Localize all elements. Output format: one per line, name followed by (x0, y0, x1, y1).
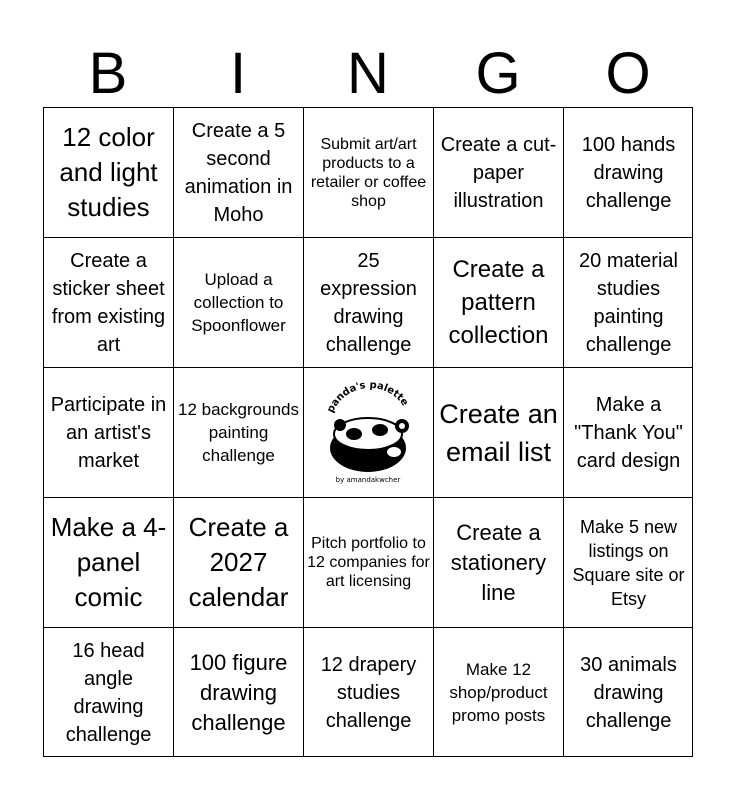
free-space-cell[interactable] (303, 367, 433, 497)
cell-text: 30 animals drawing challenge (580, 653, 677, 732)
bingo-cell[interactable] (43, 237, 173, 367)
bingo-cell[interactable] (173, 627, 303, 757)
bingo-cell[interactable] (303, 497, 433, 627)
header-letter-n: N (347, 41, 389, 106)
cell-text: Submit art/art products to a retailer or coffee shop (310, 135, 427, 210)
cell-text: Create a 5 second animation in Moho (184, 119, 293, 226)
bingo-cell[interactable] (303, 237, 433, 367)
logo-top-text: panda's palette (324, 379, 410, 415)
bingo-cell[interactable] (173, 497, 303, 627)
bingo-cell[interactable] (563, 107, 693, 237)
cell-text: 20 material studies painting challenge (579, 249, 678, 356)
bingo-cell[interactable] (303, 627, 433, 757)
cell-text: 16 head angle drawing challenge (65, 639, 152, 746)
bingo-cell[interactable] (563, 367, 693, 497)
bingo-grid (43, 107, 693, 757)
bingo-cell[interactable] (563, 497, 693, 627)
cell-text: Make 5 new listings on Square site or Etsy (572, 516, 685, 609)
bingo-header (43, 42, 693, 106)
cell-text: Make 12 shop/product promo posts (449, 660, 548, 725)
cell-text: Create a cut-paper illustration (440, 133, 557, 212)
bingo-cell[interactable] (43, 367, 173, 497)
cell-text: Upload a collection to Spoonflower (191, 270, 286, 335)
bingo-cell[interactable] (173, 367, 303, 497)
bingo-cell[interactable] (433, 107, 563, 237)
bingo-cell[interactable] (43, 107, 173, 237)
bingo-cell[interactable] (563, 627, 693, 757)
cell-text: Pitch portfolio to 12 companies for art licensing (307, 535, 430, 590)
cell-text: 100 hands drawing challenge (581, 133, 676, 212)
cell-text: Make a "Thank You" card design (574, 393, 683, 472)
cell-text: 25 expression drawing challenge (320, 249, 417, 356)
panda-palette-logo (314, 378, 424, 488)
bingo-cell[interactable] (303, 107, 433, 237)
cell-text: 12 backgrounds painting challenge (178, 400, 299, 465)
bingo-cell[interactable] (433, 497, 563, 627)
bingo-cell[interactable] (43, 627, 173, 757)
cell-text: 100 figure drawing challenge (189, 649, 288, 735)
bingo-cell[interactable] (433, 627, 563, 757)
cell-text: Participate in an artist's market (50, 393, 167, 472)
bingo-cell[interactable] (43, 497, 173, 627)
cell-text: Create a sticker sheet from existing art (51, 249, 166, 356)
bingo-cell[interactable] (563, 237, 693, 367)
header-letter-g: G (475, 41, 521, 106)
header-letter-i: I (229, 41, 247, 106)
bingo-cell[interactable] (433, 367, 563, 497)
cell-text: 12 color and light studies (59, 122, 158, 222)
cell-text: Create an email list (439, 398, 558, 467)
bingo-cell[interactable] (433, 237, 563, 367)
header-letter-o: O (605, 41, 651, 106)
logo-bottom-text: by amandakwcher (335, 475, 400, 484)
cell-text: Make a 4-panel comic (50, 512, 167, 612)
cell-text: Create a 2027 calendar (188, 512, 289, 612)
cell-text: 12 drapery studies challenge (320, 653, 417, 732)
bingo-cell[interactable] (173, 107, 303, 237)
header-letter-b: B (88, 41, 128, 106)
bingo-cell[interactable] (173, 237, 303, 367)
cell-text: Create a pattern collection (448, 256, 549, 349)
cell-text: Create a stationery line (450, 519, 547, 605)
